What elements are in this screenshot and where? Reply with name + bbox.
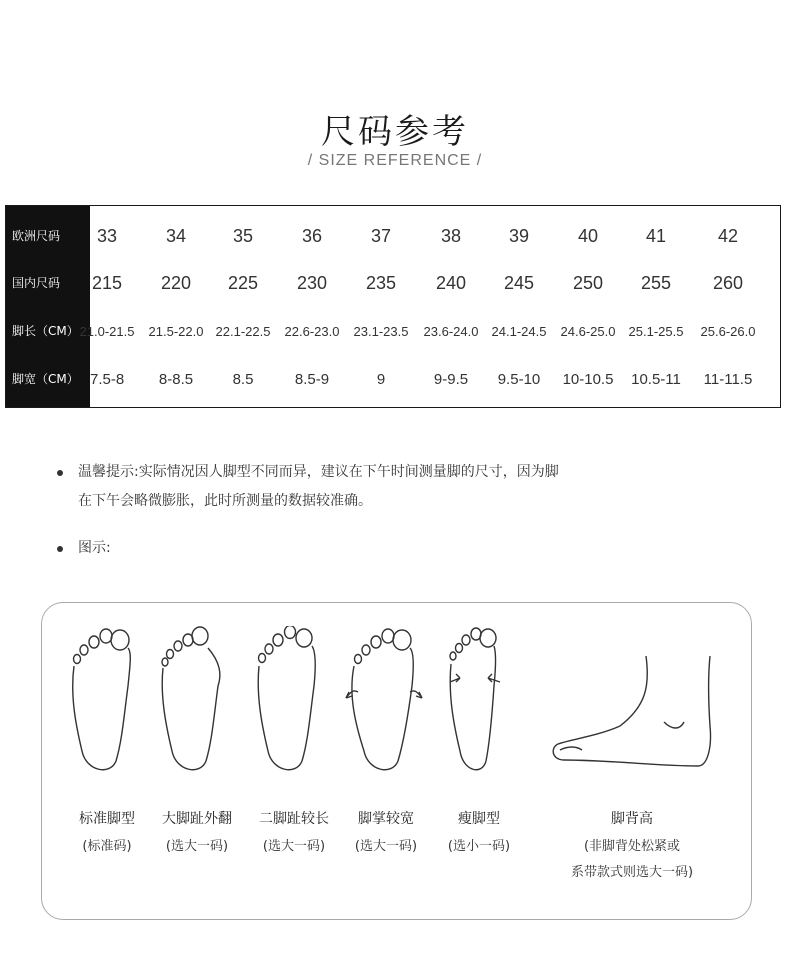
- long-second-toe-icon: [256, 626, 320, 778]
- size-table-cell: 220: [160, 273, 192, 293]
- foot-type-advice: (选大一码): [354, 839, 418, 854]
- size-table-cell: 41: [645, 226, 667, 246]
- size-table-cell: 225: [227, 273, 259, 293]
- size-table-cell: 255: [640, 273, 672, 293]
- wide-foot-icon: [344, 626, 424, 778]
- size-table-cell: 25.1-25.5: [628, 324, 684, 339]
- size-table-cell: 22.6-23.0: [284, 324, 340, 339]
- foot-type-advice: (选大一码): [262, 839, 326, 854]
- size-table-cell: 34: [165, 226, 187, 246]
- foot-type-advice: (标准码): [82, 839, 132, 854]
- size-table-cell: 23.1-23.5: [353, 324, 409, 339]
- size-table-cell: 11-11.5: [703, 371, 753, 388]
- standard-foot-icon: [70, 626, 134, 778]
- size-table-cell: 22.1-22.5: [215, 324, 271, 339]
- high-instep-advice-line1: (非脚背处松紧或: [583, 839, 681, 854]
- size-table-cell: 250: [572, 273, 604, 293]
- size-table-cell: 10-10.5: [562, 371, 614, 388]
- size-table-cell: 24.6-25.0: [560, 324, 616, 339]
- size-table-row-label: 脚宽（CM）: [12, 372, 79, 386]
- size-table-row: [6, 260, 780, 307]
- size-table-cell: 39: [508, 226, 530, 246]
- narrow-foot-icon: [444, 626, 508, 778]
- foot-type-name: 大脚趾外翻: [162, 811, 232, 827]
- size-table-cell: 40: [577, 226, 599, 246]
- size-table-cell: 42: [717, 226, 739, 246]
- size-table-cell: 8-8.5: [158, 371, 194, 388]
- foot-type-name: 标准脚型: [79, 811, 135, 827]
- size-table-cell: 21.5-22.0: [148, 324, 204, 339]
- size-table-cell: 35: [232, 226, 254, 246]
- size-table-cell: 9: [376, 371, 386, 388]
- size-table-cell: 24.1-24.5: [491, 324, 547, 339]
- size-table: [5, 205, 781, 408]
- foot-type-advice: (选大一码): [165, 839, 229, 854]
- size-table-cell: 9.5-10: [497, 371, 541, 388]
- size-table-cell: 230: [296, 273, 328, 293]
- size-table-cell: 38: [440, 226, 462, 246]
- size-table-row-label: 脚长（CM）: [12, 324, 79, 338]
- size-table-row: [6, 308, 780, 355]
- bunion-foot-icon: [160, 626, 224, 778]
- size-table-cell: 8.5-9: [294, 371, 330, 388]
- size-table-cell: 7.5-8: [90, 371, 125, 388]
- bullet-dot: [57, 470, 63, 476]
- page-title: 尺码参考: [321, 112, 469, 152]
- foot-type-name: 二脚趾较长: [259, 811, 329, 827]
- size-table-cell: 33: [96, 226, 118, 246]
- foot-type-name: 脚掌较宽: [358, 811, 414, 827]
- size-table-cell: 245: [503, 273, 535, 293]
- size-table-row: [6, 213, 780, 260]
- foot-type-advice: (选小一码): [447, 839, 511, 854]
- size-table-cell: 215: [91, 273, 123, 293]
- high-instep-name: 脚背高: [611, 811, 653, 827]
- size-table-cell: 21.0-21.5: [79, 324, 135, 339]
- size-table-cell: 235: [365, 273, 397, 293]
- size-table-row: [6, 356, 780, 403]
- foot-type-name: 瘦脚型: [458, 811, 500, 827]
- bullet-dot: [57, 546, 63, 552]
- size-table-cell: 8.5: [232, 371, 254, 388]
- size-table-cell: 23.6-24.0: [423, 324, 479, 339]
- high-instep-foot-icon: [548, 626, 718, 778]
- size-table-cell: 10.5-11: [631, 371, 681, 388]
- size-table-row-label: 国内尺码: [12, 276, 61, 290]
- size-table-cell: 9-9.5: [433, 371, 469, 388]
- tip-line-2: 在下午会略微膨胀，此时所测量的数据较准确。: [78, 493, 372, 509]
- diagram-label: 图示:: [78, 540, 111, 556]
- size-table-cell: 25.6-26.0: [700, 324, 756, 339]
- tip-line-1: 温馨提示:实际情况因人脚型不同而异，建议在下午时间测量脚的尺寸，因为脚: [78, 464, 559, 480]
- size-table-cell: 37: [370, 226, 392, 246]
- page-subtitle: / SIZE REFERENCE /: [307, 152, 483, 169]
- size-table-cell: 240: [435, 273, 467, 293]
- high-instep-advice-line2: 系带款式则选大一码): [570, 865, 694, 880]
- size-table-row-label: 欧洲尺码: [12, 229, 61, 243]
- size-table-cell: 36: [301, 226, 323, 246]
- size-table-cell: 260: [712, 273, 744, 293]
